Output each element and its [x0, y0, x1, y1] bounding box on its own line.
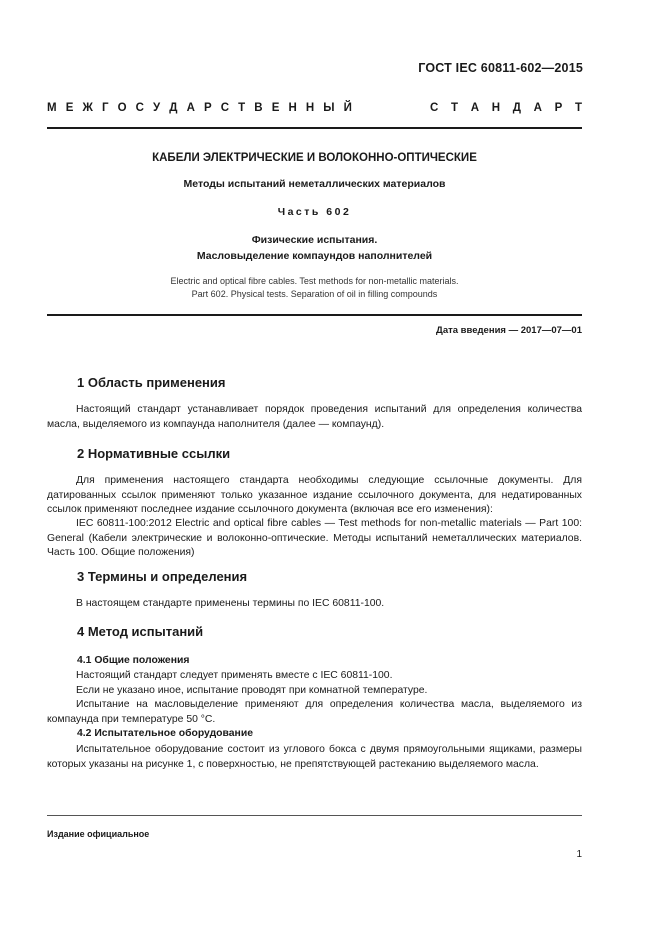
subject-line-1: Физические испытания. [251, 234, 378, 246]
banner-letter: Р [554, 102, 563, 114]
introduction-date: Дата введения — 2017—07—01 [436, 325, 582, 336]
english-title-line-2: Part 602. Physical tests. Separation of oil in filling compounds [191, 289, 438, 299]
banner-letter: Т [574, 102, 582, 114]
banner-letter: Д [512, 102, 521, 114]
banner-letter: Т [238, 102, 246, 114]
banner-letter: Р [203, 102, 212, 114]
header-rule [47, 127, 582, 129]
document-subtitle: Методы испытаний неметаллических материалов [183, 178, 446, 190]
banner-letter: Н [491, 102, 501, 114]
document-number: ГОСТ IEC 60811-602—2015 [418, 61, 583, 75]
subsection-4-2-heading: 4.2 Испытательное оборудование [77, 728, 253, 739]
subject-line-2: Масловыделение компаундов наполнителей [196, 250, 433, 262]
page-number: 1 [576, 849, 582, 860]
section-2-paragraph: Для применения настоящего стандарта необходимы следующие ссылочные документы. Для датированных ссылок применяют только указанное издание ссылочного документа, для недатированных ссылок применяют последнее издание ссылочного документа (включая все его изменения): [47, 475, 582, 515]
banner-word-interstate [47, 102, 352, 114]
banner-letter: А [533, 102, 542, 114]
english-title-line-1: Electric and optical fibre cables. Test methods for non-metallic materials. [170, 276, 459, 286]
subsection-4-1-paragraph-1: Настоящий стандарт следует применять вместе с IEC 60811-100. [76, 670, 393, 681]
banner-letter: А [470, 102, 480, 114]
banner-letter: М [47, 102, 57, 114]
banner-letter: Ы [323, 102, 335, 114]
section-4-heading: 4 Метод испытаний [77, 624, 204, 639]
section-1-heading: 1 Область применения [77, 375, 226, 390]
subsection-4-1-paragraph-2: Если не указано иное, испытание проводят при комнатной температуре. [76, 685, 428, 696]
official-edition-label: Издание официальное [47, 829, 150, 839]
title-block-rule [47, 314, 582, 316]
banner-letter: С [135, 102, 144, 114]
section-3-heading: 3 Термины и определения [77, 569, 248, 584]
banner-letter: О [117, 102, 127, 114]
banner-letter: Е [65, 102, 74, 114]
document-subject [47, 232, 582, 264]
subsection-4-2-paragraph: Испытательное оборудование состоит из углового бокса с двумя прямоугольными ящиками, размеры которых указаны на рисунке 1, с поверхностью, не препятствующей растеканию выделяемого масла. [47, 744, 582, 770]
document-part: Часть 602 [277, 206, 352, 218]
banner-letter: Т [451, 102, 459, 114]
banner-letter: Н [288, 102, 297, 114]
subsection-4-1-paragraph-3: Испытание на масловыделение применяют для определения количества масла, выделяемого из компаунда при температуре 50 °С. [47, 699, 582, 725]
banner-letter: Г [101, 102, 109, 114]
footer-rule [47, 815, 582, 816]
banner-letter: Ж [82, 102, 93, 114]
document-title: КАБЕЛИ ЭЛЕКТРИЧЕСКИЕ И ВОЛОКОННО-ОПТИЧЕСКИЕ [152, 152, 477, 164]
subsection-4-1-heading: 4.1 Общие положения [77, 655, 190, 666]
banner-letter: С [430, 102, 439, 114]
banner-word-standard [430, 102, 582, 114]
banner-letter: С [220, 102, 230, 114]
section-2-heading: 2 Нормативные ссылки [77, 446, 231, 461]
banner-letter: Д [169, 102, 178, 114]
banner-letter: В [254, 102, 263, 114]
english-title [47, 275, 582, 301]
normative-reference-item: IEC 60811-100:2012 Electric and optical fibre cables — Test methods for non-metallic materials — Part 100: General (Кабели электрические и волоконно-оптические. Методы испытаний неметаллических материалов. Часть 100. Общие положения) [47, 518, 582, 558]
banner-letter: Е [271, 102, 280, 114]
banner-letter: А [186, 102, 195, 114]
banner-letter: Н [305, 102, 315, 114]
banner-letter: У [153, 102, 161, 114]
interstate-standard-banner [47, 102, 582, 114]
section-1-paragraph: Настоящий стандарт устанавливает порядок проведения испытаний для определения количества масла, выделяемого из компаунда наполнителя (далее — компаунд). [47, 404, 582, 430]
banner-letter: Й [343, 102, 352, 114]
section-3-paragraph: В настоящем стандарте применены термины по IEC 60811-100. [76, 598, 385, 609]
